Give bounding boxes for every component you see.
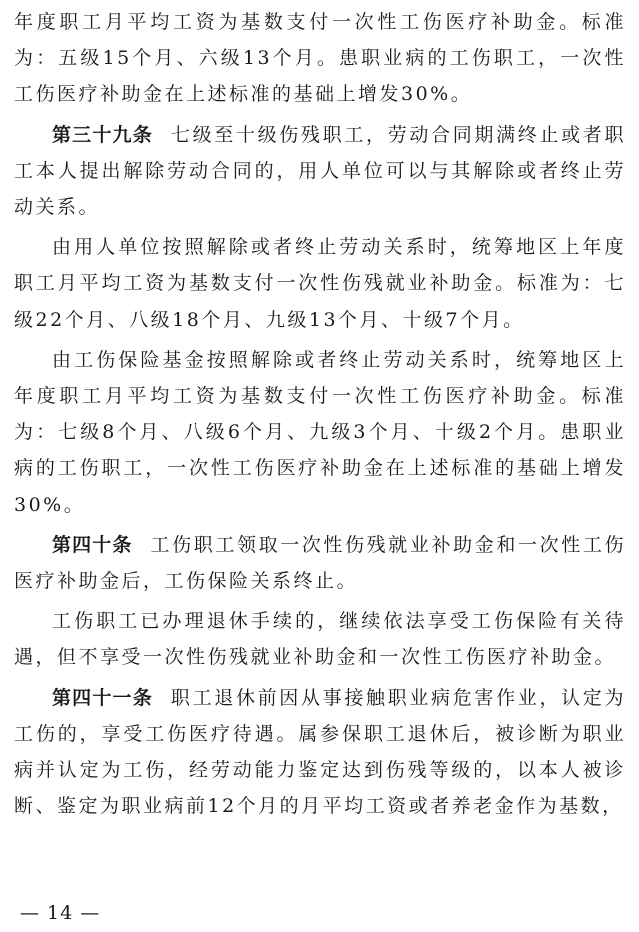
paragraph-text: 由工伤保险基金按照解除或者终止劳动关系时，统筹地区上年度职工月平均工资为基数支付一次性工伤医疗补助金。标准为：七级8个月、八级6个月、九级3个月、十级2个月。患职业病的工伤职工，一次性工伤医疗补助金在上述标准的基础上增发30%。 (14, 348, 626, 516)
page-number: — 14 — (20, 902, 101, 924)
paragraph-text: 职工退休前因从事接触职业病危害作业，认定为工伤的，享受工伤医疗待遇。属参保职工退休后，被诊断为职业病并认定为工伤，经劳动能力鉴定达到伤残等级的，以本人被诊断、鉴定为职业病前12个月的月平均工资或者养老金作为基数， (14, 686, 626, 818)
paragraph-text: 工伤职工已办理退休手续的，继续依法享受工伤保险有关待遇，但不享受一次性伤残就业补助金和一次性工伤医疗补助金。 (14, 610, 626, 669)
paragraph-article-39 (14, 117, 626, 226)
paragraph-retired-workers (14, 603, 626, 675)
article-heading: 第三十九条 (52, 123, 153, 146)
paragraph-employer-payment (14, 229, 626, 338)
paragraph-text: 由用人单位按照解除或者终止劳动关系时，统筹地区上年度职工月平均工资为基数支付一次性伤残就业补助金。标准为：七级22个月、八级18个月、九级13个月、十级7个月。 (14, 236, 626, 331)
paragraph-text: 七级至十级伤残职工，劳动合同期满终止或者职工本人提出解除劳动合同的，用人单位可以与其解除或者终止劳动关系。 (14, 123, 626, 219)
article-heading: 第四十条 (52, 533, 133, 556)
paragraph-continuation (14, 4, 626, 113)
paragraph-text: 年度职工月平均工资为基数支付一次性工伤医疗补助金。标准为：五级15个月、六级13个月。患职业病的工伤职工，一次性工伤医疗补助金在上述标准的基础上增发30%。 (14, 11, 626, 106)
paragraph-text: 工伤职工领取一次性伤残就业补助金和一次性工伤医疗补助金后，工伤保险关系终止。 (14, 533, 626, 593)
paragraph-article-41 (14, 680, 626, 825)
paragraph-fund-payment (14, 342, 626, 523)
paragraph-article-40 (14, 527, 626, 599)
article-heading: 第四十一条 (52, 686, 153, 709)
document-page (14, 4, 626, 828)
